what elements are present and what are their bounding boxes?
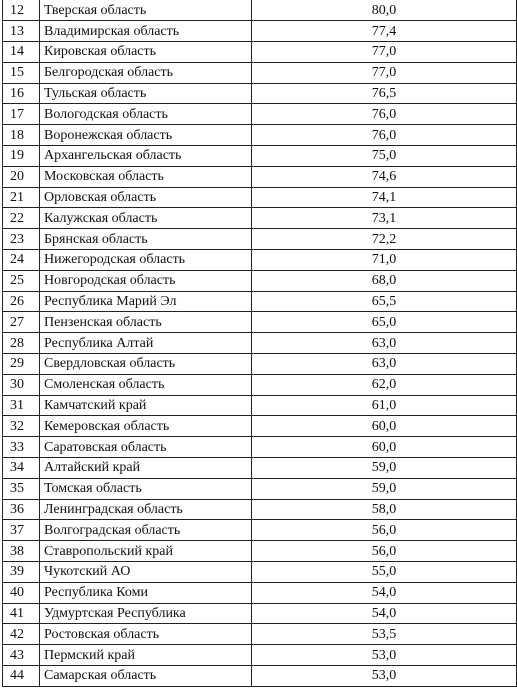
- region-value: 72,2: [252, 229, 517, 250]
- region-name: Московская область: [40, 166, 252, 187]
- region-name: Республика Коми: [40, 582, 252, 603]
- region-name: Удмуртская Республика: [40, 603, 252, 624]
- row-number: 28: [3, 333, 40, 354]
- region-name: Кемеровская область: [40, 416, 252, 437]
- row-number: 23: [3, 229, 40, 250]
- region-name: Пензенская область: [40, 312, 252, 333]
- region-name: Калужская область: [40, 208, 252, 229]
- row-number: 35: [3, 478, 40, 499]
- region-name: Ставропольский край: [40, 541, 252, 562]
- region-value: 62,0: [252, 374, 517, 395]
- row-number: 15: [3, 62, 40, 83]
- region-name: Самарская область: [40, 666, 252, 687]
- region-value: 60,0: [252, 416, 517, 437]
- region-value: 77,0: [252, 62, 517, 83]
- region-name: Воронежская область: [40, 125, 252, 146]
- row-number: 36: [3, 499, 40, 520]
- region-value: 74,6: [252, 166, 517, 187]
- table-row: [3, 541, 517, 562]
- row-number: 33: [3, 437, 40, 458]
- region-value: 80,0: [252, 0, 517, 21]
- table-row: [3, 645, 517, 666]
- region-value: 77,0: [252, 42, 517, 63]
- table-row: [3, 582, 517, 603]
- row-number: 12: [3, 0, 40, 21]
- table-row: [3, 0, 517, 21]
- row-number: 38: [3, 541, 40, 562]
- table-row: [3, 208, 517, 229]
- region-value: 61,0: [252, 395, 517, 416]
- region-value: 54,0: [252, 603, 517, 624]
- row-number: 25: [3, 270, 40, 291]
- region-value: 65,0: [252, 312, 517, 333]
- region-name: Смоленская область: [40, 374, 252, 395]
- region-name: Брянская область: [40, 229, 252, 250]
- region-value: 73,1: [252, 208, 517, 229]
- region-value: 54,0: [252, 582, 517, 603]
- row-number: 41: [3, 603, 40, 624]
- region-value: 59,0: [252, 458, 517, 479]
- region-value: 53,5: [252, 624, 517, 645]
- table-row: [3, 562, 517, 583]
- region-value: 74,1: [252, 187, 517, 208]
- table-row: [3, 666, 517, 687]
- region-value: 77,4: [252, 21, 517, 42]
- region-value: 76,0: [252, 125, 517, 146]
- table-row: [3, 437, 517, 458]
- table-row: [3, 146, 517, 167]
- region-name: Белгородская область: [40, 62, 252, 83]
- table-row: [3, 291, 517, 312]
- table-row: [3, 499, 517, 520]
- row-number: 39: [3, 562, 40, 583]
- region-name: Саратовская область: [40, 437, 252, 458]
- row-number: 18: [3, 125, 40, 146]
- table-row: [3, 478, 517, 499]
- table-row: [3, 458, 517, 479]
- region-table-container: [2, 0, 516, 687]
- row-number: 26: [3, 291, 40, 312]
- row-number: 43: [3, 645, 40, 666]
- region-name: Республика Марий Эл: [40, 291, 252, 312]
- table-row: [3, 416, 517, 437]
- table-row: [3, 166, 517, 187]
- region-name: Волгоградская область: [40, 520, 252, 541]
- table-row: [3, 229, 517, 250]
- row-number: 42: [3, 624, 40, 645]
- row-number: 16: [3, 83, 40, 104]
- region-name: Алтайский край: [40, 458, 252, 479]
- region-name: Республика Алтай: [40, 333, 252, 354]
- row-number: 13: [3, 21, 40, 42]
- region-value: 58,0: [252, 499, 517, 520]
- region-name: Кировская область: [40, 42, 252, 63]
- region-value: 53,0: [252, 666, 517, 687]
- region-name: Новгородская область: [40, 270, 252, 291]
- table-row: [3, 312, 517, 333]
- region-name: Вологодская область: [40, 104, 252, 125]
- row-number: 29: [3, 354, 40, 375]
- region-table-body: [3, 0, 517, 686]
- table-row: [3, 187, 517, 208]
- row-number: 31: [3, 395, 40, 416]
- table-row: [3, 354, 517, 375]
- row-number: 22: [3, 208, 40, 229]
- row-number: 44: [3, 666, 40, 687]
- table-row: [3, 270, 517, 291]
- row-number: 21: [3, 187, 40, 208]
- row-number: 24: [3, 250, 40, 271]
- region-value: 56,0: [252, 541, 517, 562]
- table-row: [3, 603, 517, 624]
- region-value: 68,0: [252, 270, 517, 291]
- row-number: 17: [3, 104, 40, 125]
- table-row: [3, 374, 517, 395]
- region-value: 55,0: [252, 562, 517, 583]
- table-row: [3, 21, 517, 42]
- row-number: 19: [3, 146, 40, 167]
- region-value: 60,0: [252, 437, 517, 458]
- table-row: [3, 62, 517, 83]
- region-name: Владимирская область: [40, 21, 252, 42]
- table-row: [3, 83, 517, 104]
- row-number: 37: [3, 520, 40, 541]
- table-row: [3, 520, 517, 541]
- region-name: Камчатский край: [40, 395, 252, 416]
- region-value: 75,0: [252, 146, 517, 167]
- region-value: 63,0: [252, 354, 517, 375]
- region-name: Томская область: [40, 478, 252, 499]
- region-value: 59,0: [252, 478, 517, 499]
- table-row: [3, 42, 517, 63]
- table-row: [3, 125, 517, 146]
- row-number: 30: [3, 374, 40, 395]
- region-value: 76,0: [252, 104, 517, 125]
- region-value: 63,0: [252, 333, 517, 354]
- region-name: Тверская область: [40, 0, 252, 21]
- region-value: 56,0: [252, 520, 517, 541]
- region-name: Тульская область: [40, 83, 252, 104]
- row-number: 40: [3, 582, 40, 603]
- region-name: Пермский край: [40, 645, 252, 666]
- row-number: 32: [3, 416, 40, 437]
- row-number: 27: [3, 312, 40, 333]
- region-name: Чукотский АО: [40, 562, 252, 583]
- region-name: Ростовская область: [40, 624, 252, 645]
- region-value: 76,5: [252, 83, 517, 104]
- region-name: Орловская область: [40, 187, 252, 208]
- row-number: 14: [3, 42, 40, 63]
- region-value: 65,5: [252, 291, 517, 312]
- region-name: Нижегородская область: [40, 250, 252, 271]
- region-name: Архангельская область: [40, 146, 252, 167]
- table-row: [3, 624, 517, 645]
- region-name: Ленинградская область: [40, 499, 252, 520]
- region-name: Свердловская область: [40, 354, 252, 375]
- row-number: 20: [3, 166, 40, 187]
- region-table: [2, 0, 517, 687]
- region-value: 71,0: [252, 250, 517, 271]
- region-value: 53,0: [252, 645, 517, 666]
- table-row: [3, 104, 517, 125]
- row-number: 34: [3, 458, 40, 479]
- table-row: [3, 333, 517, 354]
- table-row: [3, 395, 517, 416]
- table-row: [3, 250, 517, 271]
